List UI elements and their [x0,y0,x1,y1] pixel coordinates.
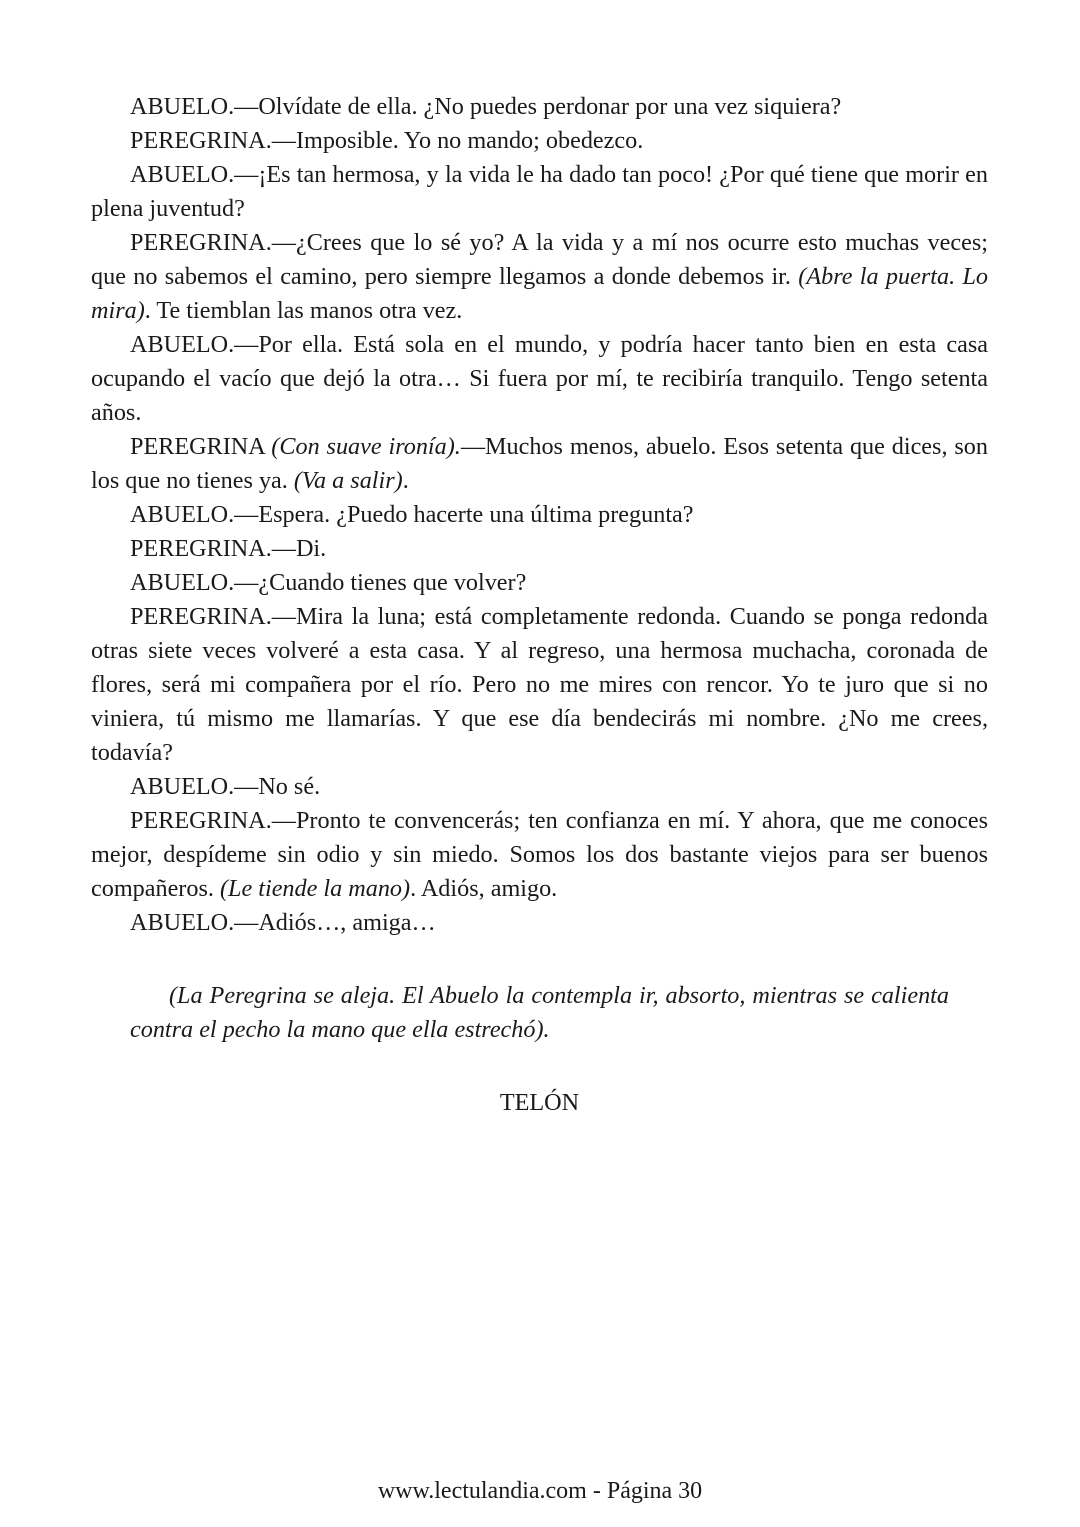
dialogue-text-after: . Te tiemblan las manos otra vez. [144,297,463,324]
dialogue-text: —Mira la luna; está completamente redonda. Cuando se ponga redonda otras siete veces volveré a esta casa. Y al regreso, una hermosa muchacha, coronada de flores, será mi compañera por el río. Pero no me mires con rencor. Yo te juro que si no viniera, tú mismo me llamarías. Y que ese día bendecirás mi nombre. ¿No me crees, todavía? [91,603,988,766]
stage-aside: (Le tiende la mano) [219,875,411,902]
stage-aside: (Va a salir) [293,467,403,494]
curtain-heading: TELÓN [499,1089,580,1116]
dialogue-paragraph [91,90,988,124]
dialogue-text: —Espera. ¿Puedo hacerte una última pregunta? [234,501,694,528]
dialogue-text-after: . [402,467,409,494]
dialogue-text: —Muchos menos, abuelo. Esos setenta que dices, son los que no tienes ya. [91,433,988,494]
speaker-name: PEREGRINA. [130,603,272,630]
stage-aside: (Abre la puerta. Lo mira) [91,263,988,324]
speaker-name: ABUELO. [130,569,235,596]
speaker-aside: (Con suave ironía). [271,433,461,460]
dialogue-text: —Imposible. Yo no mando; obedezco. [271,127,644,154]
speaker-name: PEREGRINA. [130,229,272,256]
speaker-name: PEREGRINA. [130,535,272,562]
stage-direction: (La Peregrina se aleja. El Abuelo la contempla ir, absorto, mientras se calienta contra el pecho la mano que ella estrechó). [130,982,949,1043]
dialogue-paragraph [91,226,988,328]
dialogue-text: —Por ella. Está sola en el mundo, y podría hacer tanto bien en esta casa ocupando el vacío que dejó la otra… Si fuera por mí, te recibiría tranquilo. Tengo setenta años. [91,331,988,426]
speaker-name: ABUELO. [130,161,235,188]
dialogue-paragraph [91,328,988,430]
dialogue-paragraph [91,124,988,158]
speaker-name: ABUELO. [130,501,235,528]
speaker-name: PEREGRINA. [130,807,272,834]
speaker-name: PEREGRINA. [130,127,272,154]
speaker-name: ABUELO. [130,773,235,800]
dialogue-text: —Pronto te convencerás; ten confianza en mí. Y ahora, que me conoces mejor, despídeme sin odio y sin miedo. Somos los dos bastante viejos para ser buenos compañeros. [91,807,988,902]
dialogue-text: —¿Crees que lo sé yo? A la vida y a mí nos ocurre esto muchas veces; que no sabemos el camino, pero siempre llegamos a donde debemos ir. [91,229,988,290]
dialogue-paragraph [91,430,988,498]
speaker-name: ABUELO. [130,331,235,358]
speaker-name: ABUELO. [130,93,235,120]
dialogue-text: —¡Es tan hermosa, y la vida le ha dado tan poco! ¿Por qué tiene que morir en plena juventud? [91,161,988,222]
speaker-name: PEREGRINA [130,433,272,460]
page-footer: www.lectulandia.com - Página 30 [377,1478,703,1504]
dialogue-text: —¿Cuando tienes que volver? [234,569,527,596]
dialogue-text-after: . Adiós, amigo. [410,875,558,902]
dialogue-paragraph [91,498,988,532]
dialogue-paragraph [91,906,988,940]
dialogue-paragraph [91,804,988,906]
dialogue-text: —No sé. [234,773,321,800]
dialogue-paragraph [91,158,988,226]
dialogue-text: —Olvídate de ella. ¿No puedes perdonar por una vez siquiera? [234,93,842,120]
dialogue-text: —Adiós…, amiga… [234,909,436,936]
dialogue-paragraph [91,532,988,566]
page-body [91,90,988,1120]
dialogue-paragraph [91,566,988,600]
speaker-name: ABUELO. [130,909,235,936]
dialogue-text: —Di. [271,535,327,562]
dialogue-paragraph [91,770,988,804]
dialogue-paragraph [91,600,988,770]
